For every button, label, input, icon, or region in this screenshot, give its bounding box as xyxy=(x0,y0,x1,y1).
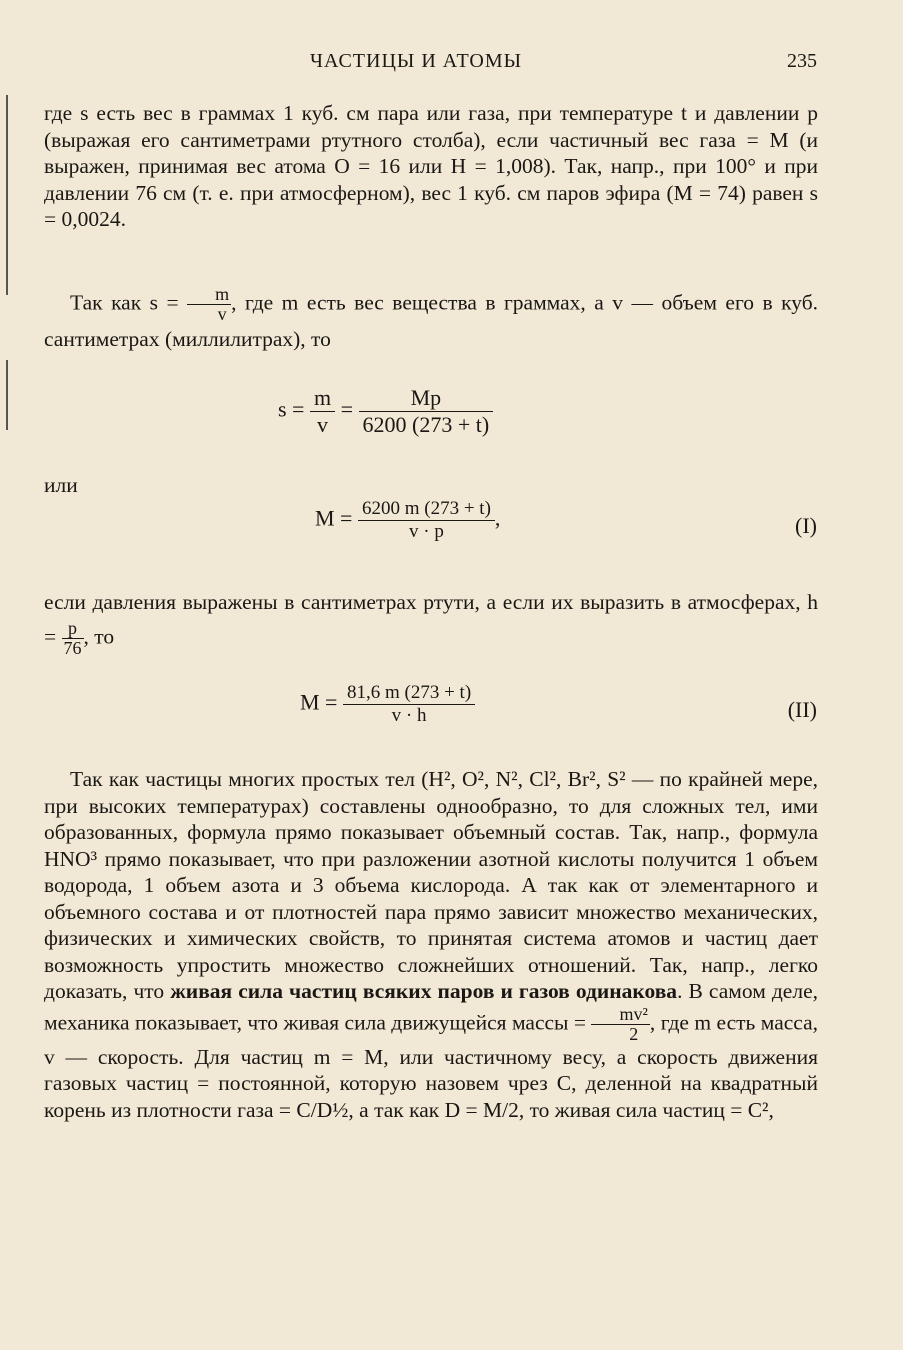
para2-after: , где m есть вес вещества в граммах, а v — объем его в куб. сантиметрах (миллилитрах), то xyxy=(44,290,819,351)
inline-fraction-p-over-76: $\frac{p}{76}$ xyxy=(63,618,82,658)
page-number: 235 xyxy=(787,50,817,72)
fraction-mp-over-6200: $\frac{Mp}{6200 (273 + t)}$ xyxy=(359,385,494,438)
paragraph-3: если давления выражены в сантиметрах ртути, а если их выразить в атмосферах, h = $\frac{p}{76}$ , то xyxy=(44,590,818,658)
inline-fraction-m-over-v: $\frac{m}{v}$ xyxy=(187,285,231,324)
inline-fraction-mv2-over-2: $\frac{\text{mv²}}{2}$ xyxy=(591,1005,649,1044)
equation-II: M = $\frac{81,6 m (273 + t)}{v \cdot h}$ xyxy=(300,682,475,727)
equation-I: M = $\frac{6200 m (273 + t)}{v \cdot p}$ , xyxy=(315,498,501,542)
equation-density: s = $\frac{m}{v}$ = $\frac{Mp}{6200 (273 + t)}$ xyxy=(278,385,493,438)
fraction-equation-I: $\frac{6200 m (273 + t)}{v \cdot p}$ xyxy=(358,498,495,543)
word-or: или xyxy=(44,473,78,497)
para2-before: Так как s = xyxy=(70,290,179,315)
fraction-equation-II: $\frac{81,6 m (273 + t)}{v \cdot h}$ xyxy=(343,682,475,727)
paragraph-2 xyxy=(44,285,818,354)
left-margin-shadow xyxy=(6,95,8,295)
left-margin-shadow-2 xyxy=(6,360,8,430)
fraction-m-over-v: $\frac{m}{v}$ xyxy=(310,385,335,438)
page-header xyxy=(0,50,903,80)
paragraph-4: Так как частицы многих простых тел (H², O², N², Cl², Br², S² — по крайней мере, при высоких температурах) составлены однообразно, то для сложных тел, ими образованных, формула прямо показывает объемный состав. Так, напр., формула HNO³ прямо показывает, что при разложении азотной кислоты получится 1 объем водорода, 1 объем азота и 3 объема кислорода. А так как от элементарного и объемного состава и от плотностей пара прямо зависит множество механических, физических и химических свойств, то принятая система атомов и частиц дает возможность упростить множество сложнейших отношений. Так, напр., легко доказать, что живая сила частиц всяких паров и газов одинакова. В самом деле, механика показывает, что живая сила движущейся массы = $\frac{\text{mv²}}{2}$ , где m есть масса, v — скорость. Для частиц m = M, или частичному весу, а скорость движения газовых частиц = постоянной, которую назовем чрез C, деленной на квадратный корень из плотности газа = C/D½, а так как D = M/2, то живая сила частиц = C², xyxy=(44,767,819,1122)
running-title: ЧАСТИЦЫ И АТОМЫ xyxy=(310,50,523,72)
bold-statement: живая сила частиц всяких паров и газов одинакова xyxy=(170,979,678,1003)
paragraph-1: где s есть вес в граммах 1 куб. см пара или газа, при температуре t и давлении p (выражая его сантиметрами ртутного столба), если частичный вес газа = M (и выражен, принимая вес атома O = 16 или H = 1,008). Так, напр., при 100° и при давлении 76 см (т. е. при атмосферном), вес 1 куб. см паров эфира (M = 74) равен s = 0,0024. xyxy=(44,101,818,231)
equation-label-I: (I) xyxy=(795,513,817,538)
equation-label-II: (II) xyxy=(787,697,817,722)
